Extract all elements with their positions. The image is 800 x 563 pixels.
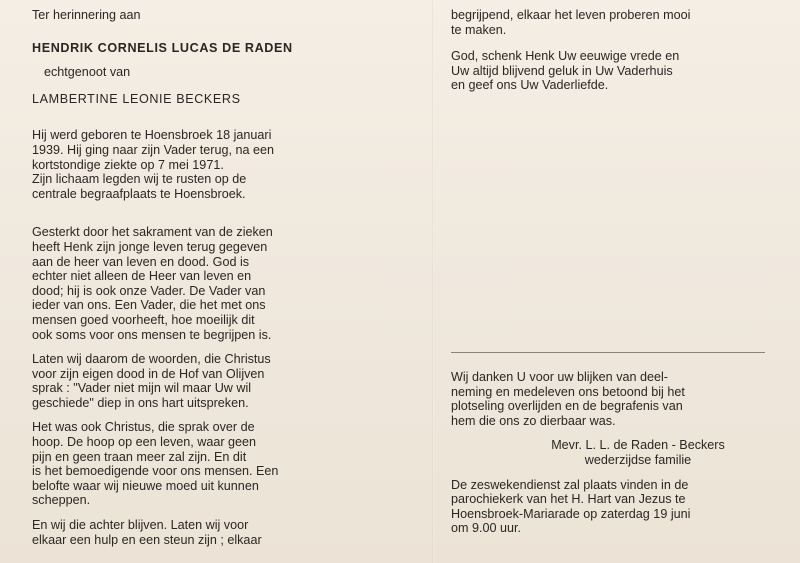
- paragraph-hope: [32, 420, 396, 508]
- text-line: Zijn lichaam legden wij te rusten op de: [32, 172, 247, 187]
- text-line: scheppen.: [32, 493, 91, 508]
- paragraph-sacrament: [32, 225, 396, 342]
- text-line: dood; hij is ook onze Vader. De Vader van: [32, 283, 266, 298]
- text-line: Hoensbroek-Mariarade op zaterdag 19 juni: [451, 506, 691, 521]
- text-line: En wij die achter blijven. Laten wij voor: [32, 518, 249, 533]
- text-line: neming en medeleven ons betoond bij het: [451, 384, 685, 399]
- bio-paragraph: [32, 128, 396, 201]
- text-line: elkaar een hulp en een steun zijn ; elkaar: [32, 532, 262, 547]
- paragraph-mass: [451, 478, 765, 536]
- deceased-name: HENDRIK CORNELIS LUCAS DE RADEN: [32, 40, 293, 55]
- text-line: God, schenk Henk Uw eeuwige vrede en: [451, 49, 680, 64]
- text-line: te maken.: [451, 22, 507, 37]
- signature-block: [451, 438, 765, 467]
- intro-line: Ter herinnering aan: [32, 8, 141, 22]
- text-line: kortstondige ziekte op 7 mei 1971.: [32, 157, 224, 172]
- text-line: heeft Henk zijn jonge leven terug gegeven: [32, 239, 268, 254]
- text-line: Het was ook Christus, die sprak over de: [32, 420, 255, 435]
- text-line: mensen goed voorheeft, hoe moeilijk dit: [32, 312, 255, 327]
- relation-line: echtgenoot van: [44, 65, 131, 80]
- text-line: begrijpend, elkaar het leven proberen mooi: [451, 8, 691, 22]
- paragraph-thanks: [451, 370, 765, 428]
- text-line: geschiede" diep in ons hart uitspreken.: [32, 395, 249, 410]
- text-line: ieder van ons. Een Vader, die het met ons: [32, 298, 266, 313]
- divider-rule: [451, 352, 765, 353]
- text-line: is het bemoedigende voor ons mensen. Een: [32, 464, 279, 479]
- text-line: en geef ons Uw Vaderliefde.: [451, 78, 609, 93]
- text-line: centrale begraafplaats te Hoensbroek.: [32, 186, 246, 201]
- text-line: om 9.00 uur.: [451, 521, 522, 536]
- text-line: 1939. Hij ging naar zijn Vader terug, na een: [32, 142, 275, 157]
- text-line: ook soms voor ons mensen te begrijpen is.: [32, 327, 272, 342]
- signature-name: Mevr. L. L. de Raden - Beckers: [551, 438, 725, 453]
- paragraph-left-behind: [32, 518, 396, 547]
- text-line: plotseling overlijden en de begrafenis van: [451, 399, 683, 414]
- text-line: De zeswekendienst zal plaats vinden in de: [451, 477, 689, 492]
- paragraph-prayer: [451, 49, 765, 93]
- thanks-section: [451, 370, 765, 536]
- text-line: voor zijn eigen dood in de Hof van Olijven: [32, 366, 265, 381]
- left-column: [32, 8, 396, 547]
- spouse-name: LAMBERTINE LEONIE BECKERS: [32, 91, 241, 106]
- text-line: hoop. De hoop op een leven, waar geen: [32, 435, 257, 450]
- text-line: echter niet alleen de Heer van leven en: [32, 269, 252, 284]
- text-line: Laten wij daarom de woorden, die Christus: [32, 352, 271, 367]
- text-line: Uw altijd blijvend geluk in Uw Vaderhuis: [451, 63, 673, 78]
- signature-family: wederzijdse familie: [584, 452, 692, 467]
- text-line: belofte waar wij nieuwe moed uit kunnen: [32, 478, 259, 493]
- text-line: parochiekerk van het H. Hart van Jezus te: [451, 492, 686, 507]
- text-line: Wij danken U voor uw blijken van deel-: [451, 370, 668, 384]
- card-fold: [432, 0, 434, 563]
- paragraph-christus: [32, 352, 396, 410]
- text-line: sprak : "Vader niet mijn wil maar Uw wil: [32, 381, 252, 396]
- paragraph-continuation: [451, 8, 765, 37]
- text-line: Gesterkt door het sakrament van de zieken: [32, 225, 273, 240]
- text-line: Hij werd geboren te Hoensbroek 18 januari: [32, 128, 272, 143]
- text-line: hem die ons zo dierbaar was.: [451, 413, 616, 428]
- text-line: aan de heer van leven en dood. God is: [32, 254, 250, 269]
- text-line: pijn en geen traan meer zal zijn. En dit: [32, 449, 247, 464]
- right-column: [451, 8, 765, 93]
